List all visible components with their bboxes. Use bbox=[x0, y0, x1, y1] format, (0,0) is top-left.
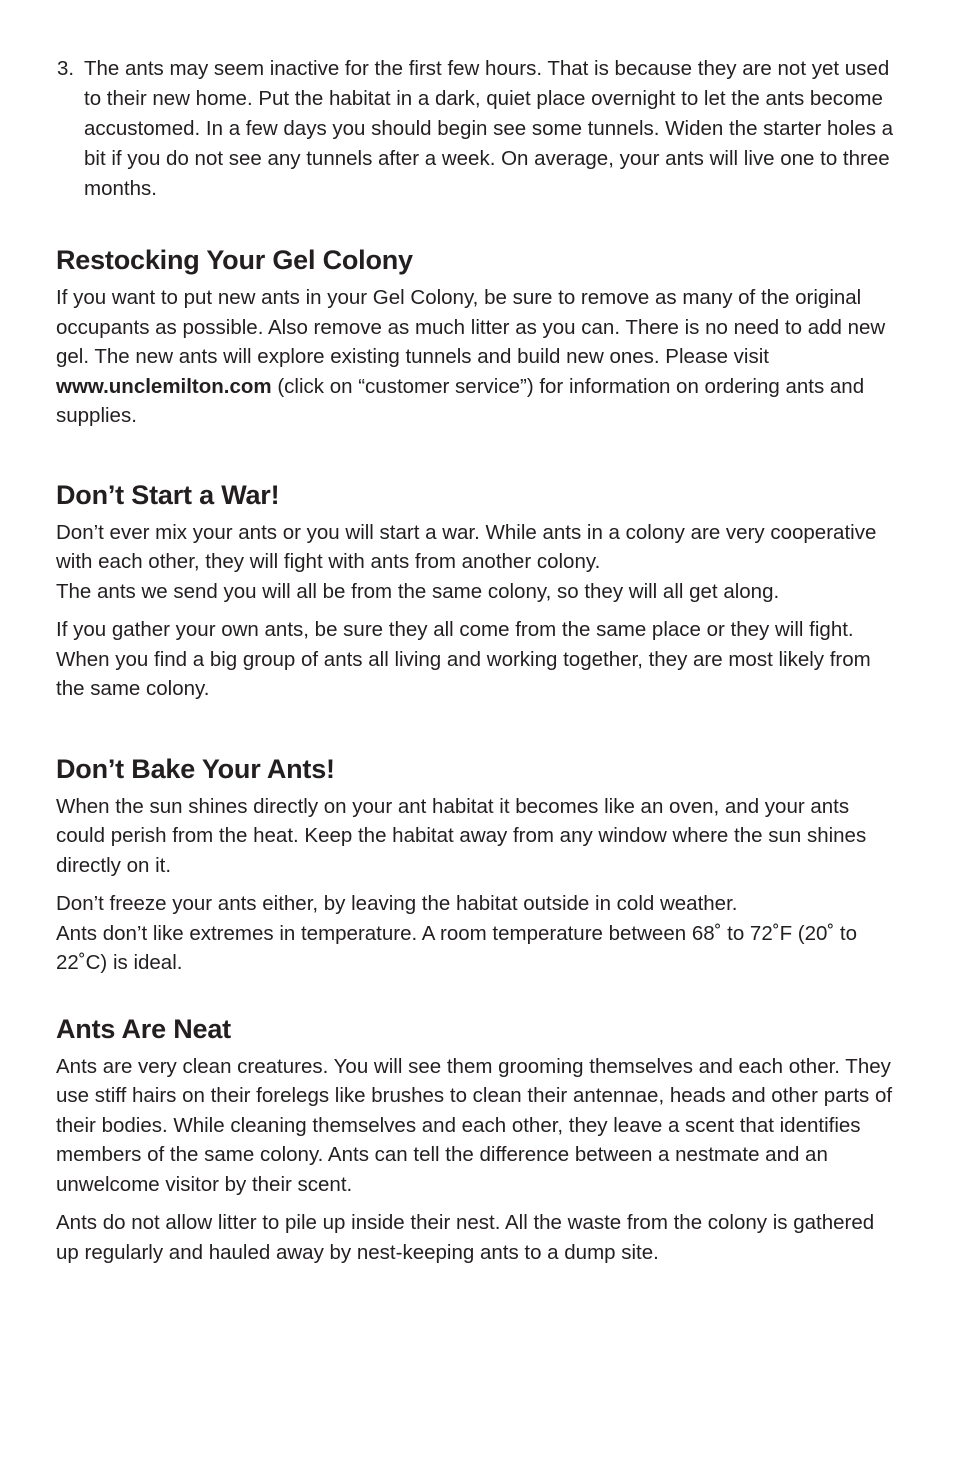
section-bake bbox=[56, 752, 896, 978]
heading-war: Don’t Start a War! bbox=[56, 479, 280, 510]
bake-paragraph-1: When the sun shines directly on your ant habitat it becomes like an oven, and your ants could perish from the heat. Keep the habitat away from any window where the sun shines directly on it. bbox=[56, 794, 867, 877]
section-neat bbox=[56, 1012, 896, 1268]
neat-paragraph-2: Ants do not allow litter to pile up inside their nest. All the waste from the colony is gathered up regularly and hauled away by nest-keeping ants to a dump site. bbox=[56, 1211, 875, 1264]
document-page bbox=[56, 54, 896, 1267]
bake-line-2: Ants don’t like extremes in temperature. A room temperature between 68˚ to 72˚F (20˚ to 22˚C) is ideal. bbox=[56, 921, 858, 974]
bake-line-1: Don’t freeze your ants either, by leaving the habitat outside in cold weather. bbox=[56, 892, 738, 915]
war-paragraph-2: If you gather your own ants, be sure they all come from the same place or they will fight. When you find a big group of ants all living and working together, they are most likely from the same colony. bbox=[56, 618, 871, 700]
restocking-text-after: (click on “customer service”) for information on ordering ants and supplies. bbox=[56, 374, 865, 427]
war-line-2: The ants we send you will all be from the same colony, so they will all get along. bbox=[56, 579, 780, 603]
heading-bake: Don’t Bake Your Ants! bbox=[56, 753, 335, 784]
neat-paragraph-1: Ants are very clean creatures. You will see them grooming themselves and each other. They use stiff hairs on their forelegs like brushes to clean their antennae, heads and other parts of their bodies. While cleaning themselves and each other, they leave a scent that identifies members of the same colony. Ants can tell the difference between a nestmate and an unwelcome visitor by their scent. bbox=[56, 1054, 893, 1196]
restocking-paragraph bbox=[56, 283, 896, 431]
restocking-text-before: If you want to put new ants in your Gel Colony, be sure to remove as many of the original occupants as possible. Also remove as much litter as you can. There is no need to add new gel. The new ants will explore existing tunnels and build new ones. Please visit bbox=[56, 286, 886, 368]
numbered-item-3 bbox=[57, 54, 896, 204]
website-link[interactable]: www.unclemilton.com bbox=[56, 374, 272, 398]
item-number: 3. bbox=[57, 57, 75, 80]
war-line-1: Don’t ever mix your ants or you will start a war. While ants in a colony are very cooperative with each other, they will fight with ants from another colony. bbox=[56, 520, 877, 573]
section-restocking bbox=[56, 243, 896, 431]
item-text: The ants may seem inactive for the first few hours. That is because they are not yet used to their new home. Put the habitat in a dark, quiet place overnight to let the ants become accustomed. In a few days you should begin see some tunnels. Widen the starter holes a bit if you do not see any tunnels after a week. On average, your ants will live one to three months. bbox=[84, 57, 894, 200]
bake-paragraph-2 bbox=[56, 889, 896, 978]
heading-neat: Ants Are Neat bbox=[56, 1013, 231, 1044]
war-paragraph-1 bbox=[56, 518, 896, 607]
heading-restocking: Restocking Your Gel Colony bbox=[56, 245, 413, 275]
section-war bbox=[56, 478, 896, 704]
